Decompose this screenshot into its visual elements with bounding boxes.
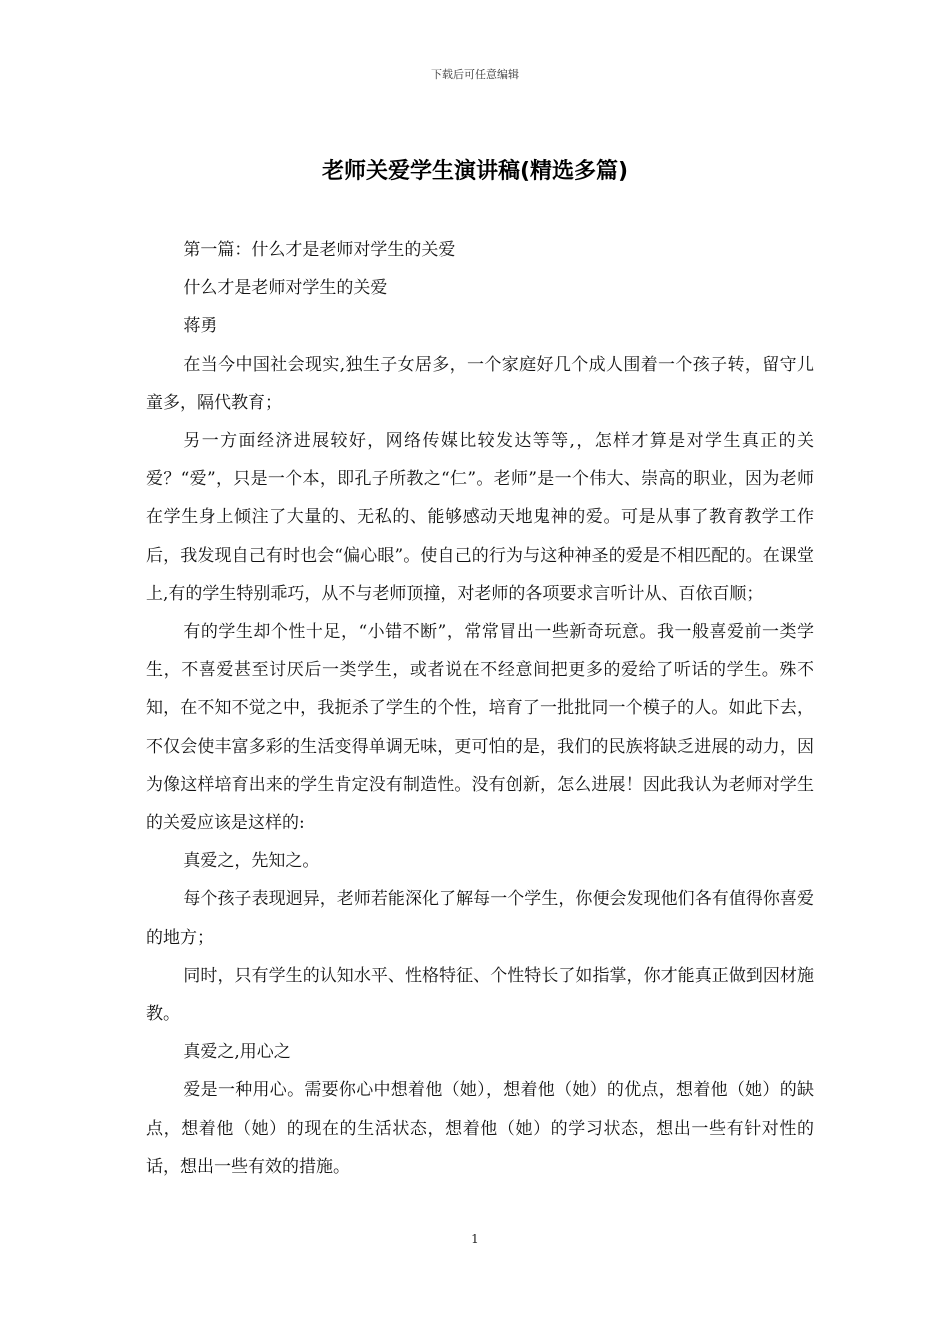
paragraph-subheading: 真爱之,用心之 (183, 1042, 291, 1063)
header-note: 下载后可任意编辑 (431, 68, 519, 81)
paragraph: 另一方面经济进展较好，网络传媒比较发达等等,，怎样才算是对学生真正的关爱？“爱”，只是一个本，即孔子所教之“仁”。老师”是一个伟大、崇高的职业，因为老师在学生身上倾注了大量的、无私的、能够感动天地鬼神的爱。可是从事了教育教学工作后，我发现自己有时也会“偏心眼”。使自己的行为与这种神圣的爱是不相匹配的。在课堂上,有的学生特别乖巧，从不与老师顶撞，对老师的各项要求言听计从、百依百顺； (146, 431, 814, 604)
paragraph: 每个孩子表现迥异，老师若能深化了解每一个学生，你便会发现他们各有值得你喜爱的地方； (146, 889, 814, 948)
page-number: 1 (471, 1232, 479, 1246)
paragraph: 在当今中国社会现实,独生子女居多，一个家庭好几个成人围着一个孩子转，留守儿童多，隔代教育； (146, 354, 814, 413)
paragraph: 爱是一种用心。需要你心中想着他（她），想着他（她）的优点，想着他（她）的缺点，想着他（她）的现在的生活状态，想着他（她）的学习状态，想出一些有针对性的话，想出一些有效的措施。 (146, 1080, 814, 1177)
paragraph-section-heading: 第一篇：什么才是老师对学生的关爱 (183, 240, 456, 260)
paragraph-subtitle: 什么才是老师对学生的关爱 (183, 278, 388, 299)
paragraph-subheading: 真爱之，先知之。 (183, 851, 320, 872)
document-body (146, 231, 814, 1186)
paragraph: 有的学生却个性十足，“小错不断”，常常冒出一些新奇玩意。我一般喜爱前一类学生，不喜爱甚至讨厌后一类学生，或者说在不经意间把更多的爱给了听话的学生。殊不知，在不知不觉之中，我扼杀了学生的个性，培育了一批批同一个模子的人。如此下去，不仅会使丰富多彩的生活变得单调无味，更可怕的是，我们的民族将缺乏进展的动力，因为像这样培育出来的学生肯定没有制造性。没有创新，怎么进展！因此我认为老师对学生的关爱应该是这样的: (146, 622, 814, 834)
paragraph: 同时，只有学生的认知水平、性格特征、个性特长了如指掌，你才能真正做到因材施教。 (146, 965, 814, 1025)
paragraph-author: 蒋勇 (183, 316, 218, 337)
document-title: 老师关爱学生演讲稿(精选多篇) (321, 159, 629, 184)
